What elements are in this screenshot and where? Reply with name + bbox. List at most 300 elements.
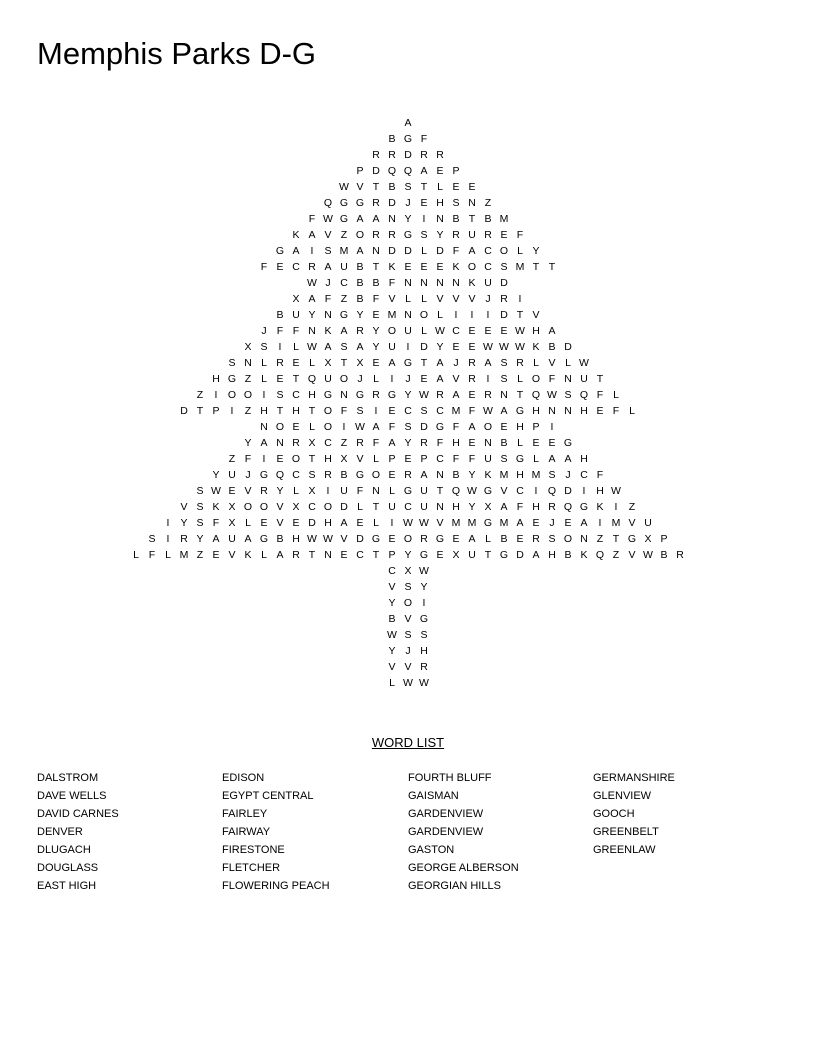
grid-letter: C	[388, 565, 396, 577]
grid-letter: G	[339, 213, 349, 225]
grid-letter: A	[308, 229, 316, 241]
grid-letter: U	[404, 325, 412, 337]
grid-letter: O	[371, 469, 381, 481]
grid-letter: Q	[323, 197, 333, 209]
grid-letter: N	[468, 197, 476, 209]
grid-letter: K	[388, 261, 396, 273]
grid-letter: P	[356, 165, 364, 177]
grid-letter: P	[388, 549, 396, 561]
grid-letter: N	[340, 389, 348, 401]
grid-letter: T	[340, 357, 348, 369]
word-list-item: EDISON	[222, 772, 265, 784]
grid-letter: O	[323, 405, 333, 417]
grid-letter: F	[596, 469, 604, 481]
grid-letter: F	[340, 405, 348, 417]
grid-letter: E	[388, 405, 396, 417]
grid-letter: T	[308, 405, 316, 417]
grid-letter: X	[308, 437, 316, 449]
grid-letter: E	[484, 325, 492, 337]
grid-letter: Y	[388, 645, 396, 657]
page-title: Memphis Parks D-G	[37, 36, 317, 71]
grid-letter: L	[421, 293, 427, 305]
grid-letter: B	[484, 213, 492, 225]
grid-letter: F	[452, 453, 460, 465]
grid-letter: T	[372, 181, 380, 193]
grid-letter: D	[404, 245, 412, 257]
grid-letter: G	[339, 197, 349, 209]
grid-letter: O	[467, 261, 477, 273]
grid-letter: Y	[388, 597, 396, 609]
grid-letter: S	[228, 357, 236, 369]
grid-letter: C	[404, 501, 412, 513]
grid-letter: B	[452, 213, 460, 225]
word-list-item: EAST HIGH	[37, 880, 97, 892]
grid-letter: Y	[436, 229, 444, 241]
grid-letter: R	[324, 469, 332, 481]
grid-letter: G	[259, 533, 269, 545]
grid-letter: A	[212, 533, 220, 545]
grid-letter: N	[372, 485, 380, 497]
grid-letter: Y	[404, 437, 412, 449]
grid-letter: Y	[468, 469, 476, 481]
grid-letter: O	[339, 373, 349, 385]
grid-letter: N	[564, 373, 572, 385]
grid-letter: M	[515, 261, 525, 273]
grid-letter: E	[500, 229, 508, 241]
grid-letter: V	[452, 293, 460, 305]
grid-letter: N	[372, 245, 380, 257]
word-list-item: GEORGE ALBERSON	[408, 862, 519, 874]
grid-letter: E	[452, 181, 460, 193]
word-list-item: DAVE WELLS	[37, 790, 107, 802]
grid-letter: E	[404, 453, 412, 465]
grid-letter: R	[484, 389, 492, 401]
grid-letter: S	[500, 261, 508, 273]
word-list-item: GEORGIAN HILLS	[408, 880, 501, 892]
grid-letter: G	[483, 517, 493, 529]
grid-letter: N	[436, 501, 444, 513]
grid-letter: F	[260, 261, 268, 273]
grid-letter: I	[326, 485, 330, 497]
grid-letter: H	[580, 405, 588, 417]
grid-letter: I	[214, 389, 218, 401]
grid-letter: E	[564, 517, 572, 529]
grid-letter: W	[515, 325, 525, 337]
grid-letter: O	[291, 453, 301, 465]
grid-letter: Y	[372, 341, 380, 353]
grid-letter: Z	[484, 197, 492, 209]
grid-letter: C	[580, 469, 588, 481]
grid-letter: Y	[420, 581, 428, 593]
word-list-item: EGYPT CENTRAL	[222, 790, 314, 802]
grid-letter: B	[276, 533, 284, 545]
grid-letter: L	[261, 357, 267, 369]
word-list-item: GREENLAW	[593, 844, 656, 856]
grid-letter: J	[261, 325, 267, 337]
grid-letter: N	[564, 405, 572, 417]
grid-letter: S	[404, 629, 412, 641]
grid-letter: B	[356, 277, 364, 289]
grid-letter: O	[483, 421, 493, 433]
grid-letter: E	[292, 421, 300, 433]
grid-letter: A	[356, 341, 364, 353]
word-list-column-4	[593, 771, 773, 861]
grid-letter: X	[292, 501, 300, 513]
grid-letter: H	[452, 501, 460, 513]
grid-letter: L	[245, 517, 251, 529]
grid-letter: W	[611, 485, 621, 497]
grid-letter: R	[420, 149, 428, 161]
grid-letter: Y	[180, 517, 188, 529]
grid-letter: N	[436, 469, 444, 481]
grid-letter: T	[420, 357, 428, 369]
grid-letter: V	[628, 549, 636, 561]
grid-letter: I	[598, 517, 602, 529]
grid-letter: D	[420, 421, 428, 433]
grid-letter: R	[420, 661, 428, 673]
grid-letter: M	[611, 517, 621, 529]
grid-letter: E	[516, 533, 524, 545]
word-list-heading: WORD LIST	[371, 735, 445, 750]
grid-letter: J	[405, 645, 411, 657]
grid-letter: I	[310, 245, 314, 257]
grid-letter: N	[500, 389, 508, 401]
grid-letter: W	[419, 389, 429, 401]
grid-letter: E	[452, 533, 460, 545]
grid-letter: R	[372, 149, 380, 161]
grid-letter: F	[372, 293, 380, 305]
grid-letter: O	[403, 597, 413, 609]
grid-letter: E	[356, 517, 364, 529]
grid-letter: L	[437, 309, 443, 321]
grid-letter: V	[356, 181, 364, 193]
grid-letter: Y	[532, 245, 540, 257]
grid-letter: O	[499, 245, 509, 257]
grid-letter: S	[564, 389, 572, 401]
grid-letter: S	[500, 357, 508, 369]
grid-letter: R	[532, 533, 540, 545]
grid-letter: Q	[403, 165, 413, 177]
grid-letter: I	[486, 309, 490, 321]
grid-letter: A	[308, 293, 316, 305]
grid-letter: L	[389, 677, 395, 689]
grid-letter: I	[166, 517, 170, 529]
grid-letter: V	[180, 501, 188, 513]
grid-letter: X	[644, 533, 652, 545]
grid-letter: A	[452, 389, 460, 401]
grid-letter: K	[596, 501, 604, 513]
grid-letter: Q	[595, 549, 605, 561]
grid-letter: G	[419, 549, 429, 561]
grid-letter: E	[452, 341, 460, 353]
grid-letter: G	[403, 133, 413, 145]
grid-letter: E	[388, 469, 396, 481]
grid-letter: A	[372, 213, 380, 225]
grid-letter: U	[484, 277, 492, 289]
word-list-item: DLUGACH	[37, 844, 91, 856]
grid-letter: Y	[244, 437, 252, 449]
grid-letter: W	[419, 677, 429, 689]
grid-letter: R	[484, 229, 492, 241]
grid-letter: K	[484, 469, 492, 481]
grid-letter: V	[436, 517, 444, 529]
word-list-item: GREENBELT	[593, 826, 659, 838]
grid-letter: I	[278, 341, 282, 353]
grid-letter: L	[165, 549, 171, 561]
grid-letter: D	[436, 245, 444, 257]
grid-letter: B	[276, 309, 284, 321]
grid-letter: R	[292, 549, 300, 561]
grid-letter: U	[468, 229, 476, 241]
grid-letter: R	[516, 357, 524, 369]
grid-letter: M	[499, 469, 509, 481]
grid-letter: A	[372, 421, 380, 433]
word-list-item: FLETCHER	[222, 862, 281, 874]
grid-letter: B	[356, 293, 364, 305]
grid-letter: C	[452, 325, 460, 337]
grid-letter: N	[452, 277, 460, 289]
grid-letter: L	[261, 549, 267, 561]
grid-letter: F	[276, 325, 284, 337]
grid-letter: H	[532, 501, 540, 513]
word-list-item: GLENVIEW	[593, 790, 652, 802]
grid-letter: G	[323, 389, 333, 401]
grid-letter: M	[387, 309, 397, 321]
grid-letter: D	[564, 485, 572, 497]
grid-letter: S	[420, 229, 428, 241]
grid-letter: W	[483, 405, 493, 417]
grid-letter: Z	[228, 453, 236, 465]
grid-letter: Y	[436, 341, 444, 353]
grid-letter: D	[388, 197, 396, 209]
grid-letter: E	[468, 389, 476, 401]
grid-letter: F	[468, 453, 476, 465]
grid-letter: R	[372, 229, 380, 241]
grid-letter: D	[500, 277, 508, 289]
grid-letter: C	[292, 469, 300, 481]
grid-letter: L	[405, 293, 411, 305]
grid-letter: Z	[612, 549, 620, 561]
grid-letter: O	[323, 421, 333, 433]
grid-letter: Y	[372, 325, 380, 337]
grid-letter: I	[166, 533, 170, 545]
grid-letter: C	[436, 405, 444, 417]
grid-letter: T	[468, 213, 476, 225]
grid-letter: A	[356, 213, 364, 225]
grid-letter: W	[403, 677, 413, 689]
grid-letter: D	[356, 533, 364, 545]
grid-letter: H	[292, 405, 300, 417]
grid-letter: W	[515, 341, 525, 353]
grid-letter: V	[532, 309, 540, 321]
grid-letter: N	[436, 277, 444, 289]
grid-letter: X	[228, 517, 236, 529]
grid-letter: R	[356, 325, 364, 337]
grid-letter: R	[372, 197, 380, 209]
grid-letter: V	[388, 293, 396, 305]
grid-letter: S	[452, 197, 460, 209]
grid-letter: X	[308, 485, 316, 497]
grid-letter: F	[436, 437, 444, 449]
grid-letter: S	[404, 581, 412, 593]
grid-letter: N	[548, 405, 556, 417]
grid-letter: R	[276, 357, 284, 369]
grid-letter: I	[614, 501, 618, 513]
grid-letter: S	[148, 533, 156, 545]
grid-letter: G	[387, 389, 397, 401]
grid-letter: A	[404, 117, 412, 129]
grid-letter: X	[340, 453, 348, 465]
grid-letter: G	[483, 485, 493, 497]
grid-letter: W	[499, 341, 509, 353]
grid-letter: V	[628, 517, 636, 529]
grid-letter: C	[436, 453, 444, 465]
grid-letter: Z	[196, 389, 204, 401]
grid-letter: P	[212, 405, 220, 417]
grid-letter: D	[388, 245, 396, 257]
grid-letter: F	[292, 325, 300, 337]
grid-letter: U	[324, 373, 332, 385]
grid-letter: F	[516, 501, 524, 513]
grid-letter: Y	[196, 533, 204, 545]
grid-letter: Y	[356, 309, 364, 321]
grid-letter: E	[468, 437, 476, 449]
grid-letter: P	[532, 421, 540, 433]
grid-letter: H	[212, 373, 220, 385]
grid-letter: H	[516, 421, 524, 433]
grid-letter: G	[259, 469, 269, 481]
grid-letter: A	[276, 549, 284, 561]
grid-letter: V	[500, 485, 508, 497]
grid-letter: E	[532, 517, 540, 529]
grid-letter: U	[420, 485, 428, 497]
grid-letter: Q	[563, 501, 573, 513]
grid-letter: J	[453, 357, 459, 369]
grid-letter: X	[324, 357, 332, 369]
grid-letter: B	[452, 469, 460, 481]
grid-letter: W	[323, 213, 333, 225]
grid-letter: E	[468, 181, 476, 193]
grid-letter: U	[388, 501, 396, 513]
grid-letter: N	[404, 309, 412, 321]
grid-letter: A	[420, 165, 428, 177]
grid-letter: G	[275, 245, 285, 257]
grid-letter: T	[372, 549, 380, 561]
grid-letter: B	[388, 133, 396, 145]
grid-letter: Z	[196, 549, 204, 561]
grid-letter: I	[406, 341, 410, 353]
grid-letter: F	[596, 389, 604, 401]
grid-letter: A	[516, 517, 524, 529]
grid-letter: R	[436, 389, 444, 401]
grid-letter: E	[436, 261, 444, 273]
grid-letter: F	[452, 421, 460, 433]
grid-letter: A	[436, 373, 444, 385]
grid-letter: N	[580, 533, 588, 545]
grid-letter: Y	[468, 501, 476, 513]
grid-letter: I	[230, 405, 234, 417]
grid-letter: S	[420, 405, 428, 417]
grid-letter: D	[500, 309, 508, 321]
grid-letter: A	[500, 501, 508, 513]
grid-letter: X	[356, 357, 364, 369]
word-list-item: DOUGLASS	[37, 862, 99, 874]
grid-letter: A	[468, 421, 476, 433]
grid-letter: T	[436, 485, 444, 497]
grid-letter: S	[548, 533, 556, 545]
grid-letter: Z	[628, 501, 636, 513]
grid-letter: O	[387, 325, 397, 337]
grid-letter: J	[405, 197, 411, 209]
grid-letter: W	[387, 629, 397, 641]
grid-letter: E	[596, 405, 604, 417]
grid-letter: L	[293, 341, 299, 353]
grid-letter: K	[324, 325, 332, 337]
grid-letter: K	[244, 549, 252, 561]
grid-letter: I	[454, 309, 458, 321]
grid-letter: I	[518, 293, 522, 305]
grid-letter: R	[468, 357, 476, 369]
grid-letter: H	[324, 517, 332, 529]
grid-letter: W	[419, 565, 429, 577]
grid-letter: T	[308, 549, 316, 561]
grid-letter: B	[388, 613, 396, 625]
grid-letter: I	[582, 485, 586, 497]
grid-letter: H	[324, 453, 332, 465]
grid-letter: G	[563, 437, 573, 449]
grid-letter: H	[260, 405, 268, 417]
grid-letter: D	[420, 341, 428, 353]
grid-letter: V	[404, 661, 412, 673]
grid-letter: I	[342, 421, 346, 433]
grid-letter: W	[323, 533, 333, 545]
grid-letter: V	[388, 661, 396, 673]
grid-letter: M	[531, 469, 541, 481]
grid-letter: V	[436, 293, 444, 305]
grid-letter: H	[292, 533, 300, 545]
grid-letter: O	[323, 501, 333, 513]
grid-letter: T	[516, 309, 524, 321]
grid-letter: D	[516, 549, 524, 561]
grid-letter: T	[596, 373, 604, 385]
grid-letter: I	[486, 373, 490, 385]
grid-letter: N	[276, 437, 284, 449]
grid-letter: M	[467, 517, 477, 529]
grid-letter: D	[564, 341, 572, 353]
grid-letter: A	[260, 437, 268, 449]
word-list-item: GOOCH	[593, 808, 635, 820]
grid-letter: G	[499, 549, 509, 561]
grid-letter: G	[403, 229, 413, 241]
grid-letter: N	[420, 277, 428, 289]
grid-letter: B	[500, 533, 508, 545]
grid-letter: B	[340, 469, 348, 481]
grid-letter: C	[484, 261, 492, 273]
grid-letter: I	[534, 485, 538, 497]
grid-letter: K	[452, 261, 460, 273]
grid-letter: E	[548, 437, 556, 449]
grid-letter: J	[485, 293, 491, 305]
grid-letter: S	[404, 421, 412, 433]
grid-letter: F	[612, 405, 620, 417]
grid-letter: V	[468, 293, 476, 305]
grid-letter: H	[420, 645, 428, 657]
word-list-item: GARDENVIEW	[408, 808, 484, 820]
grid-letter: B	[548, 341, 556, 353]
grid-letter: Q	[275, 469, 285, 481]
grid-letter: A	[468, 533, 476, 545]
grid-letter: Y	[404, 389, 412, 401]
